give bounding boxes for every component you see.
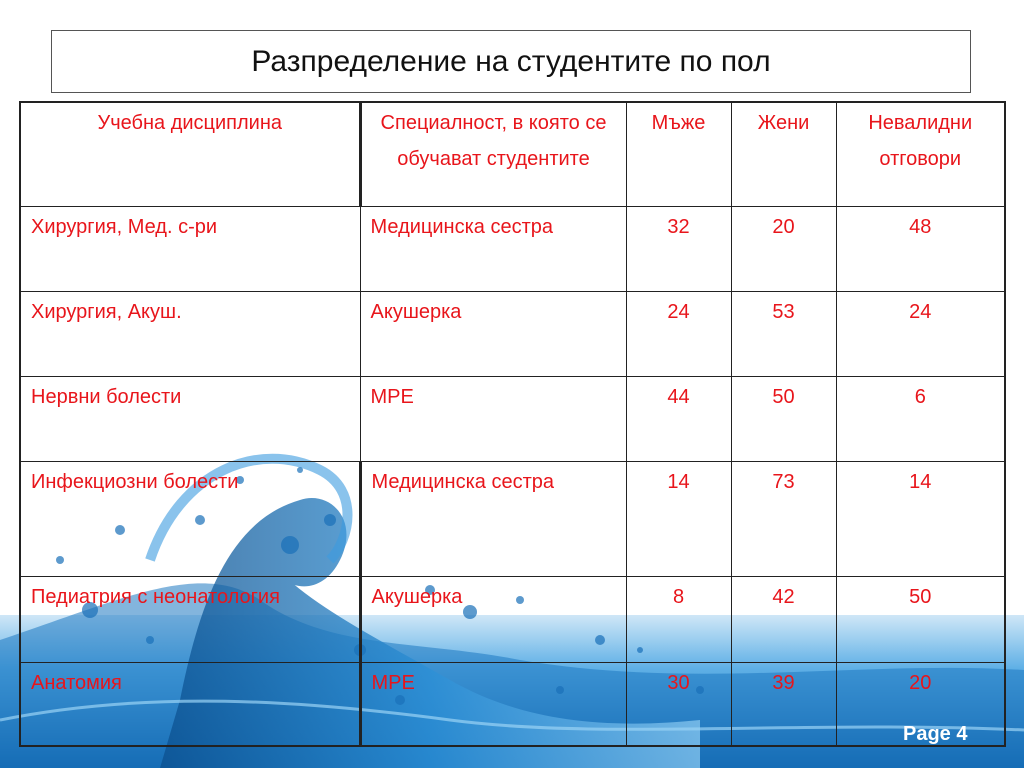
cell-invalid: 6 <box>836 376 1005 461</box>
table-header-row <box>20 102 1005 206</box>
page-number: Page 4 <box>903 723 968 745</box>
header-women: Жени <box>731 102 836 206</box>
cell-men: 44 <box>626 376 731 461</box>
cell-discipline: Педиатрия с неонатология <box>20 576 360 662</box>
cell-men: 14 <box>626 461 731 576</box>
cell-specialty: МРЕ <box>360 662 626 746</box>
table-row <box>20 461 1005 576</box>
cell-discipline: Анатомия <box>20 662 360 746</box>
cell-discipline: Нервни болести <box>20 376 360 461</box>
header-men: Мъже <box>626 102 731 206</box>
cell-women: 73 <box>731 461 836 576</box>
cell-invalid: 50 <box>836 576 1005 662</box>
cell-men: 24 <box>626 291 731 376</box>
table-row <box>20 291 1005 376</box>
title-box <box>51 30 971 93</box>
cell-invalid: 20 <box>836 662 1005 746</box>
cell-invalid: 14 <box>836 461 1005 576</box>
cell-women: 39 <box>731 662 836 746</box>
header-invalid: Невалидни отговори <box>836 102 1005 206</box>
cell-women: 53 <box>731 291 836 376</box>
cell-women: 42 <box>731 576 836 662</box>
header-discipline: Учебна дисциплина <box>20 102 360 206</box>
page-title: Разпределение на студентите по пол <box>251 44 771 78</box>
cell-specialty: Медицинска сестра <box>360 461 626 576</box>
cell-men: 8 <box>626 576 731 662</box>
cell-women: 50 <box>731 376 836 461</box>
cell-specialty: МРЕ <box>360 376 626 461</box>
cell-invalid: 48 <box>836 206 1005 291</box>
cell-specialty: Акушерка <box>360 576 626 662</box>
cell-men: 30 <box>626 662 731 746</box>
table-row <box>20 376 1005 461</box>
table-row <box>20 576 1005 662</box>
distribution-table <box>19 101 1006 747</box>
cell-specialty: Медицинска сестра <box>360 206 626 291</box>
cell-discipline: Хирургия, Акуш. <box>20 291 360 376</box>
cell-specialty: Акушерка <box>360 291 626 376</box>
cell-men: 32 <box>626 206 731 291</box>
header-specialty: Специалност, в която се обучават студентите <box>360 102 626 206</box>
cell-discipline: Инфекциозни болести <box>20 461 360 576</box>
cell-discipline: Хирургия, Мед. с-ри <box>20 206 360 291</box>
table-row <box>20 662 1005 746</box>
table-row <box>20 206 1005 291</box>
cell-women: 20 <box>731 206 836 291</box>
cell-invalid: 24 <box>836 291 1005 376</box>
